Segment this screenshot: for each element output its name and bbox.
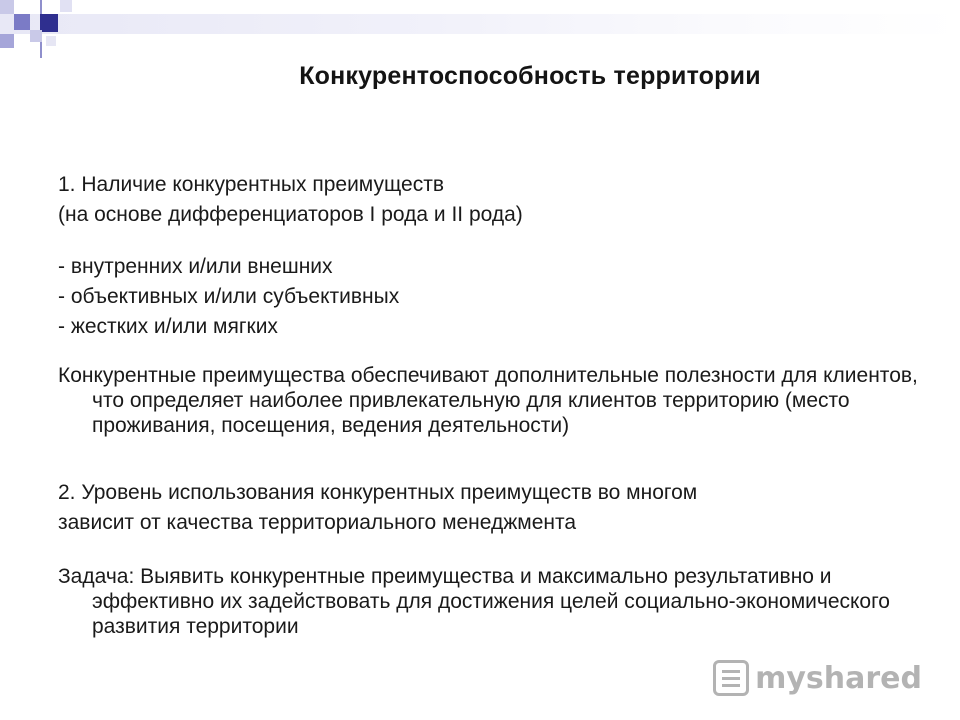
advantages-paragraph: Конкурентные преимущества обеспечивают дополнительные полезности для клиентов, что определяет наиболее привлекательную для клиентов территорию (место проживания, посещения, ведения деятельности) [58, 364, 918, 437]
advantage-type-item: - внутренних и/или внешних [58, 255, 333, 278]
header-decoration-square [0, 0, 14, 14]
slide-body [58, 170, 938, 639]
advantage-type-item: - объективных и/или субъективных [58, 285, 400, 308]
task-paragraph: Задача: Выявить конкурентные преимущества и максимально результативно и эффективно их задействовать для достижения целей социально-экономического развития территории [58, 565, 890, 638]
watermark-text: myshared [755, 660, 922, 696]
header-decoration-square [40, 14, 58, 32]
header-decoration-square [30, 30, 42, 42]
advantage-type-item: - жестких и/или мягких [58, 315, 278, 338]
point1-heading: 1. Наличие конкурентных преимуществ [58, 173, 444, 196]
point2-line1: 2. Уровень использования конкурентных преимуществ во многом [58, 481, 698, 504]
slide-title: Конкурентоспособность территории [299, 62, 761, 90]
header-decoration-square [46, 36, 56, 46]
header-decoration-square [60, 0, 72, 12]
presentation-icon [713, 660, 749, 696]
point1-subheading: (на основе дифференциаторов I рода и II рода) [58, 203, 523, 226]
watermark [713, 660, 922, 696]
point2-line2: зависит от качества территориального менеджмента [58, 511, 577, 534]
header-decoration-square [14, 14, 30, 30]
header-band [0, 14, 960, 34]
header-decoration-square [0, 34, 14, 48]
